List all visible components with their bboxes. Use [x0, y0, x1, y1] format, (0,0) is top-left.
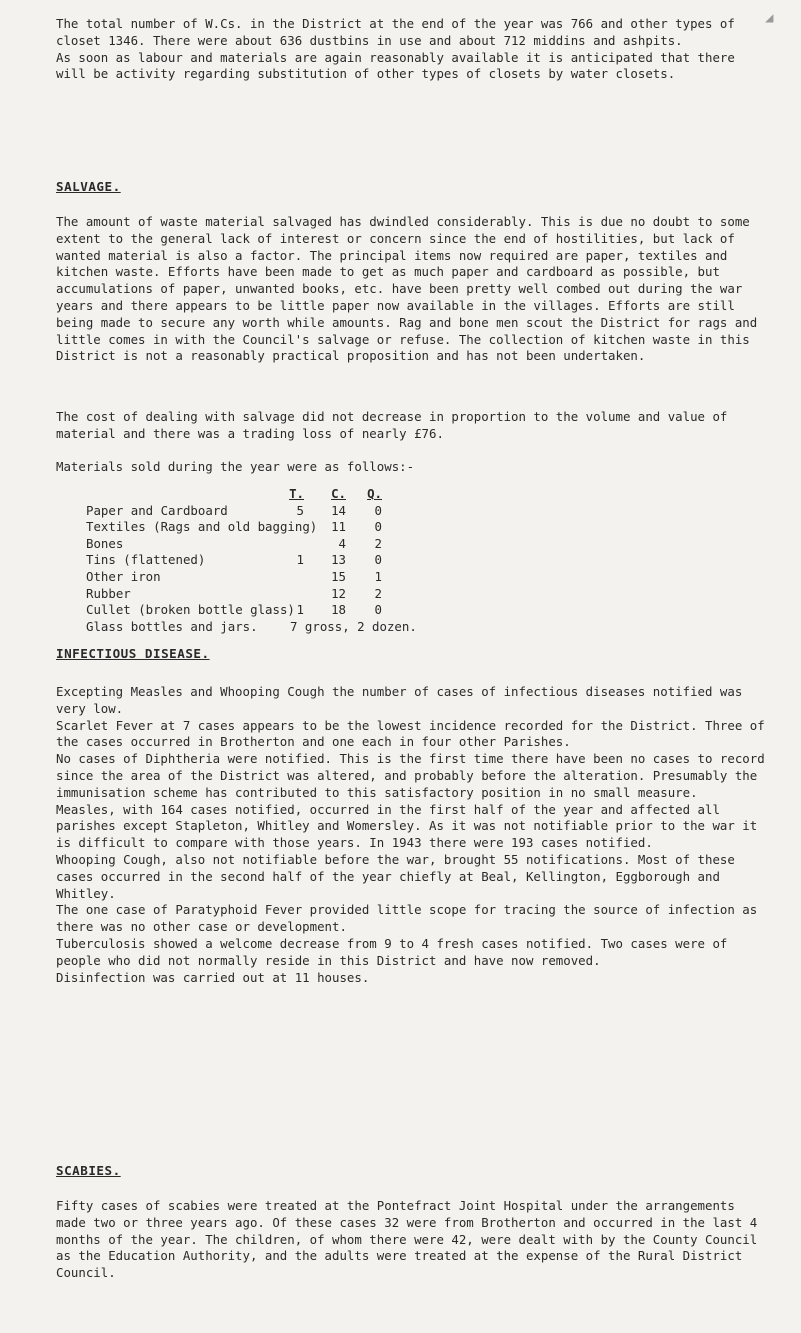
qtr-value: 0 [374, 552, 382, 568]
table-row [86, 586, 766, 603]
cwt-value: 12 [331, 585, 346, 601]
tons-value: 1 [296, 602, 304, 618]
scabies-paragraph: Fifty cases of scabies were treated at the Pontefract Joint Hospital under the arrangements made two or three years ago. Of these cases 32 were from Brotherton and occurred in the last 4 months of the year. The children, of whom there were 42, were dealt with by the County Council as the Education Authority, and the adults were treated at the expense of the Rural District Council. [56, 1198, 758, 1281]
materials-table-header [86, 486, 766, 503]
qtr-value: 0 [374, 519, 382, 535]
material-name: Glass bottles and jars. [86, 618, 258, 634]
column-header-c: C. [331, 486, 346, 501]
salvage-heading: SALVAGE. [56, 179, 121, 194]
cwt-value: 15 [331, 568, 346, 584]
closets-paragraph: The total number of W.Cs. in the District at the end of the year was 766 and other types of closet 1346. There were about 636 dustbins in use and about 712 middins and ashpits. As soon as labour and materials are again reasonably available it is anticipated that there will be activity regarding substitution of other types of closets by water closets. [56, 16, 735, 82]
qtr-value: 0 [374, 602, 382, 618]
cwt-value: 4 [338, 535, 346, 551]
table-row [86, 536, 766, 553]
material-name: Other iron [86, 568, 161, 584]
page-corner-mark: ◢ [765, 10, 774, 26]
material-name: Paper and Cardboard [86, 502, 228, 518]
materials-table [86, 486, 766, 635]
material-name: Textiles (Rags and old bagging) [86, 519, 318, 535]
salvage-paragraph: The amount of waste material salvaged has dwindled considerably. This is due no doubt to some extent to the general lack of interest or concern since the end of hostilities, but lack of wanted material is also a factor. The principal items now required are paper, textiles and kitchen waste. Efforts have been made to get as much paper and cardboard as possible, but accumulations of paper, unwanted books, etc. have been pretty well combed out during the war years and there appears to be little paper now available in the villages. Efforts are still being made to secure any worth while amounts. Rag and bone men scout the District for rags and little comes in with the Council's salvage or refuse. The collection of kitchen waste in this District is not a reasonably practical proposition and has not been undertaken. [56, 214, 758, 364]
table-row [86, 619, 766, 636]
qtr-value: 0 [374, 502, 382, 518]
table-row [86, 503, 766, 520]
material-name: Cullet (broken bottle glass) [86, 602, 295, 618]
infectious-disease-heading: INFECTIOUS DISEASE. [56, 646, 210, 661]
table-row [86, 602, 766, 619]
qtr-value: 2 [374, 535, 382, 551]
salvage-cost-paragraph: The cost of dealing with salvage did not decrease in proportion to the volume and value of material and there was a trading loss of nearly £76. [56, 409, 728, 441]
glass-quantity: 7 gross, 2 dozen. [290, 618, 417, 634]
tons-value: 5 [296, 502, 304, 518]
table-row [86, 552, 766, 569]
cwt-value: 11 [331, 519, 346, 535]
cwt-value: 18 [331, 602, 346, 618]
material-name: Tins (flattened) [86, 552, 206, 568]
column-header-q: Q. [367, 486, 382, 501]
materials-intro: Materials sold during the year were as follows:- [56, 459, 415, 474]
cwt-value: 13 [331, 552, 346, 568]
tons-value: 1 [296, 552, 304, 568]
material-name: Bones [86, 535, 124, 551]
infectious-disease-paragraph: Excepting Measles and Whooping Cough the number of cases of infectious diseases notified was very low. Scarlet Fever at 7 cases appears to be the lowest incidence recorded for the District. Three of the cases occurred in Brotherton and one each in four other Parishes. No cases of Diphtheria were notified. This is the first time there have been no cases to record since the area of the District was altered, and probably before the alteration. Presumably the immunisation scheme has contributed to this satisfactory position in no small measure. Measles, with 164 cases notified, occurred in the first half of the year and affected all parishes except Stapleton, Whitley and Womersley. As it was not notifiable prior to the war it is difficult to compare with those years. In 1943 there were 193 cases notified. Whooping Cough, also not notifiable before the war, brought 55 notifications. Most of these cases occurred in the second half of the year chiefly at Beal, Kellington, Eggborough and Whitley. The one case of Paratyphoid Fever provided little scope for tracing the source of infection as there was no other case or development. Tuberculosis showed a welcome decrease from 9 to 4 fresh cases notified. Two cases were of people who did not normally reside in this District and have now removed. Disinfection was carried out at 11 houses. [56, 684, 765, 985]
scabies-heading: SCABIES. [56, 1163, 121, 1178]
qtr-value: 1 [374, 568, 382, 584]
table-row [86, 519, 766, 536]
qtr-value: 2 [374, 585, 382, 601]
column-header-t: T. [289, 486, 304, 501]
table-row [86, 569, 766, 586]
cwt-value: 14 [331, 502, 346, 518]
material-name: Rubber [86, 585, 131, 601]
